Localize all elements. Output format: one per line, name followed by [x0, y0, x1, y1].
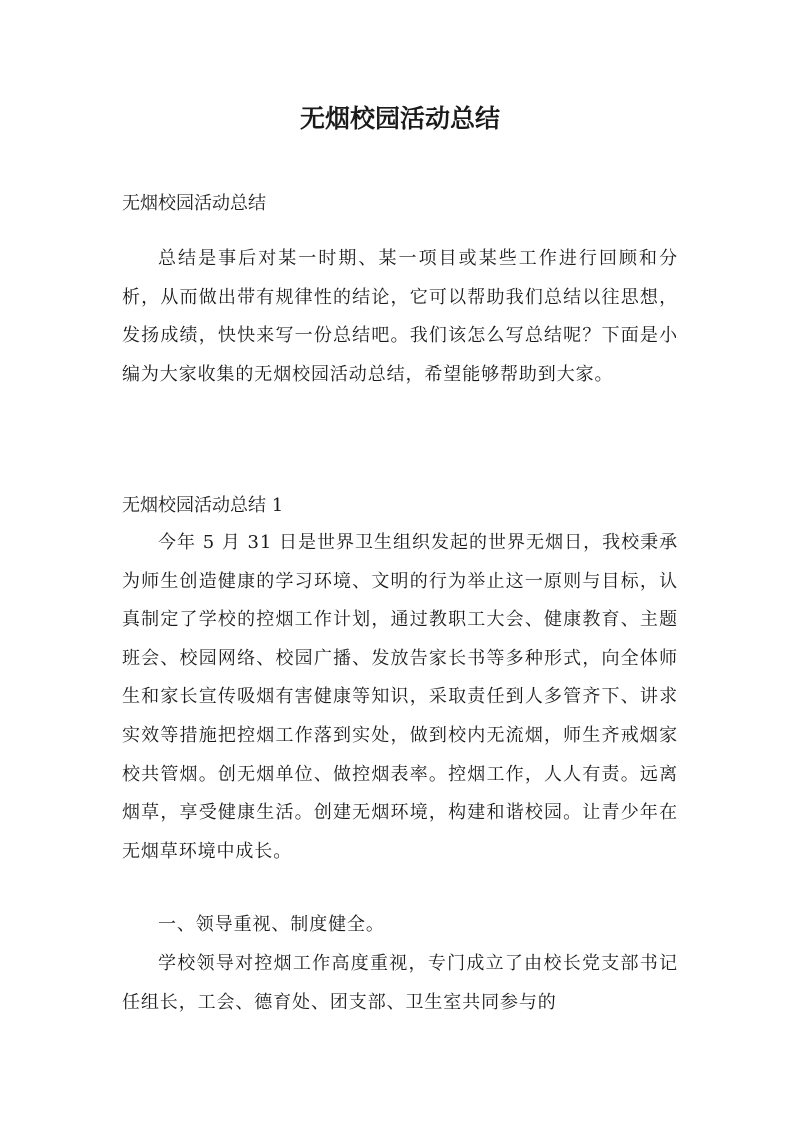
document-subtitle: 无烟校园活动总结 — [122, 193, 266, 214]
point-heading: 一、领导重视、制度健全。 — [158, 914, 385, 935]
intro-paragraph: 总结是事后对某一时期、某一项目或某些工作进行回顾和分析，从而做出带有规律性的结论，它可以帮助我们总结以往思想，发扬成绩，快快来写一份总结吧。我们该怎么写总结呢？下面是小编为大家收集的无烟校园活动总结，希望能够帮助到大家。 — [122, 248, 678, 385]
section-heading: 无烟校园活动总结 1 — [122, 495, 284, 516]
document-title: 无烟校园活动总结 — [299, 104, 500, 133]
section-paragraph: 今年 5 月 31 日是世界卫生组织发起的世界无烟日，我校秉承为师生创造健康的学习环境、文明的行为举止这一原则与目标，认真制定了学校的控烟工作计划，通过教职工大会、健康教育、主题班会、校园网络、校园广播、发放告家长书等多种形式，向全体师生和家长宣传吸烟有害健康等知识，采取责任到人多管齐下、讲求实效等措施把控烟工作落到实处，做到校内无流烟，师生齐戒烟家校共管烟。创无烟单位、做控烟表率。控烟工作，人人有责。远离烟草，享受健康生活。创建无烟环境，构建和谐校园。让青少年在无烟草环境中成长。 — [122, 532, 678, 862]
section-paragraph-continued: 学校领导对控烟工作高度重视，专门成立了由校长党支部书记任组长，工会、德育处、团支部、卫生室共同参与的 — [122, 953, 678, 1013]
